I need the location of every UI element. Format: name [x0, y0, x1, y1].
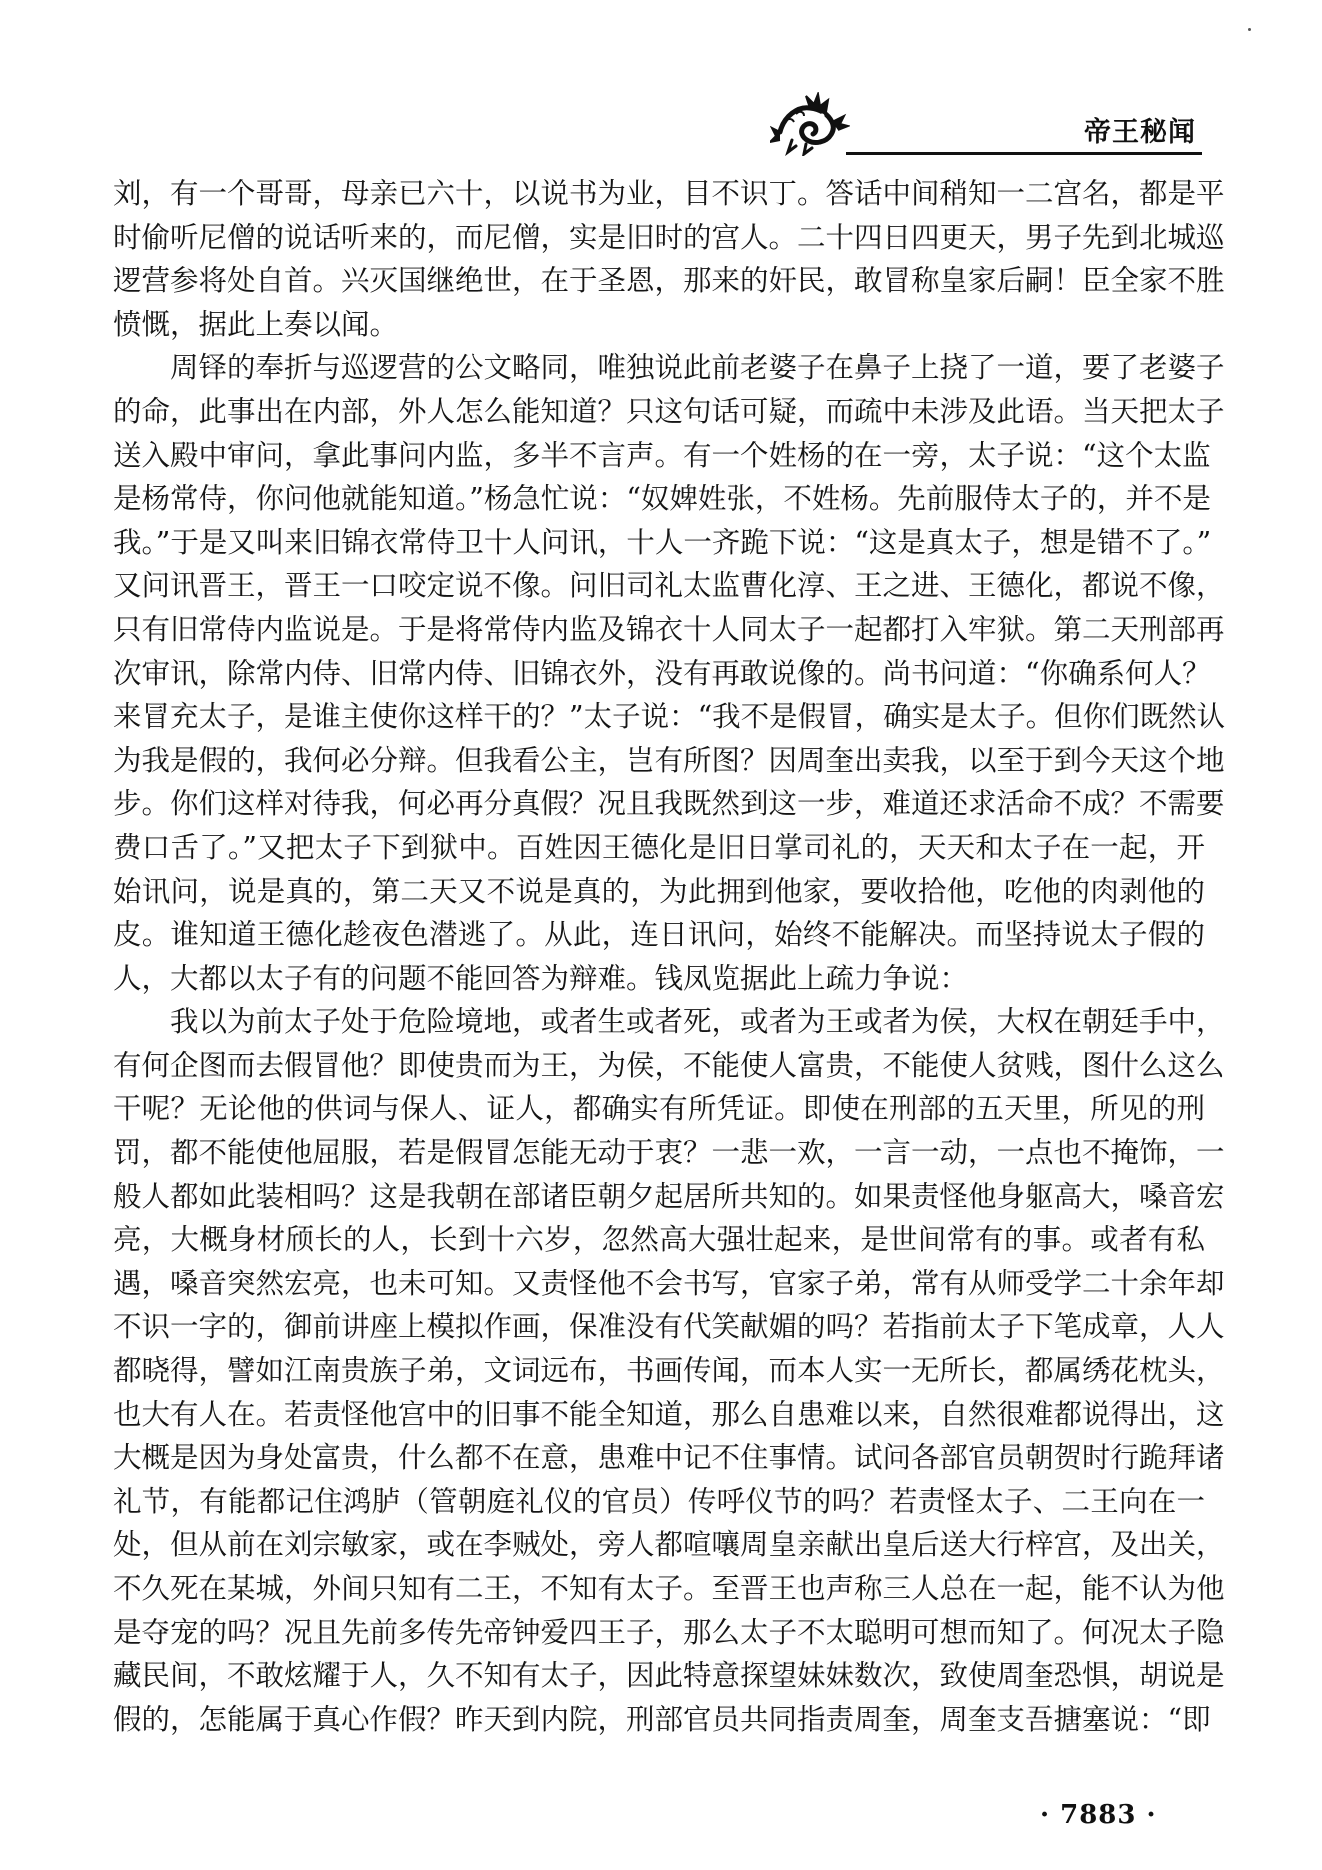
text-line: 只有旧常侍内监说是。于是将常侍内监及锦衣十人同太子一起都打入牢狱。第二天刑部再	[113, 612, 1225, 646]
text-line: 我。”于是又叫来旧锦衣常侍卫十人问讯，十人一齐跪下说：“这是真太子，想是错不了。”	[113, 525, 1212, 559]
paragraph	[113, 346, 1226, 1000]
text-line: 有何企图而去假冒他？即使贵而为王，为侯，不能使人富贵，不能使人贫贱，图什么这么	[113, 1048, 1225, 1082]
text-line: 大概是因为身处富贵，什么都不在意，患难中记不住事情。试问各部官员朝贺时行跪拜诸	[113, 1441, 1225, 1475]
text-line: 皮。谁知道王德化趁夜色潜逃了。从此，连日讯问，始终不能解决。而坚持说太子假的	[113, 918, 1205, 952]
text-line: 也大有人在。若责怪他宫中的旧事不能全知道，那么自患难以来，自然很难都说得出，这	[113, 1397, 1225, 1431]
text-line: 周铎的奉折与巡逻营的公文略同，唯独说此前老婆子在鼻子上挠了一道，要了老婆子	[170, 351, 1225, 385]
text-line: 亮，大概身材颀长的人，长到十六岁，忽然高大强壮起来，是世间常有的事。或者有私	[113, 1223, 1205, 1257]
scan-speck	[1248, 28, 1251, 31]
text-line: 干呢？无论他的供词与保人、证人，都确实有所凭证。即使在刑部的五天里，所见的刑	[113, 1092, 1205, 1126]
text-line: 般人都如此装相吗？这是我朝在部诸臣朝夕起居所共知的。如果责怪他身躯高大，嗓音宏	[113, 1179, 1225, 1213]
text-line: 愤慨，据此上奏以闻。	[113, 307, 399, 341]
text-line: 是杨常侍，你问他就能知道。”杨急忙说：“奴婢姓张，不姓杨。先前服侍太子的，并不是	[113, 482, 1211, 516]
text-line: 时偷听尼僧的说话听来的，而尼僧，实是旧时的宫人。二十四日四更天，男子先到北城巡	[113, 220, 1225, 254]
text-line: 送入殿中审问，拿此事问内监，多半不言声。有一个姓杨的在一旁，太子说：“这个太监	[113, 438, 1211, 472]
text-line: 不久死在某城，外间只知有二王，不知有太子。至晋王也声称三人总在一起，能不认为他	[113, 1572, 1225, 1605]
text-line: 是夺宠的吗？况且先前多传先帝钟爱四王子，那么太子不太聪明可想而知了。何况太子隐	[113, 1615, 1225, 1649]
paragraph	[113, 172, 1225, 346]
page-number: · 7883 ·	[1040, 1800, 1157, 1830]
text-line: 藏民间，不敢炫耀于人，久不知有太子，因此特意探望妹妹数次，致使周奎恐惧，胡说是	[113, 1659, 1225, 1693]
section-title: 帝王秘闻	[1084, 117, 1196, 148]
paragraph	[113, 1000, 1225, 1741]
text-line: 假的，怎能属于真心作假？昨天到内院，刑部官员共同指责周奎，周奎支吾搪塞说：“即	[113, 1702, 1211, 1736]
page-body	[113, 172, 1226, 1741]
text-line: 处，但从前在刘宗敏家，或在李贼处，旁人都喧嚷周皇亲献出皇后送大行梓宫，及出关，	[113, 1528, 1225, 1562]
text-line: 人，大都以太子有的问题不能回答为辩难。钱凤览据此上疏力争说：	[113, 961, 969, 995]
text-line: 步。你们这样对待我，何必再分真假？况且我既然到这一步，难道还求活命不成？不需要	[113, 787, 1225, 821]
dragon-icon	[770, 92, 850, 156]
text-line: 费口舌了。”又把太子下到狱中。百姓因王德化是旧日掌司礼的，天天和太子在一起，开	[113, 830, 1205, 864]
text-line: 次审讯，除常内侍、旧常内侍、旧锦衣外，没有再敢说像的。尚书问道：“你确系何人？	[113, 656, 1211, 690]
header-rule	[846, 152, 1202, 155]
text-line: 为我是假的，我何必分辩。但我看公主，岂有所图？因周奎出卖我，以至于到今天这个地	[113, 743, 1225, 777]
running-header	[770, 88, 1202, 158]
text-line: 的命，此事出在内部，外人怎么能知道？只这句话可疑，而疏中未涉及此语。当天把太子	[113, 394, 1225, 428]
text-line: 逻营参将处自首。兴灭国继绝世，在于圣恩，那来的奸民，敢冒称皇家后嗣！臣全家不胜	[113, 264, 1225, 298]
text-line: 遇，嗓音突然宏亮，也未可知。又责怪他不会书写，官家子弟，常有从师受学二十余年却	[113, 1266, 1225, 1300]
text-line: 来冒充太子，是谁主使你这样干的？”太子说：“我不是假冒，确实是太子。但你们既然认	[113, 700, 1226, 734]
text-line: 罚，都不能使他屈服，若是假冒怎能无动于衷？一悲一欢，一言一动，一点也不掩饰，一	[113, 1136, 1225, 1170]
text-line: 我以为前太子处于危险境地，或者生或者死，或者为王或者为侯，大权在朝廷手中，	[170, 1005, 1225, 1039]
text-line: 始讯问，说是真的，第二天又不说是真的，为此拥到他家，要收拾他，吃他的肉剥他的	[113, 874, 1205, 908]
text-line: 都晓得，譬如江南贵族子弟，文词远布，书画传闻，而本人实一无所长，都属绣花枕头，	[113, 1354, 1225, 1388]
text-line: 礼节，有能都记住鸿胪（管朝庭礼仪的官员）传呼仪节的吗？若责怪太子、二王向在一	[113, 1484, 1205, 1518]
text-line: 不识一字的，御前讲座上模拟作画，保准没有代笑献媚的吗？若指前太子下笔成章，人人	[113, 1310, 1225, 1344]
text-line: 又问讯晋王，晋王一口咬定说不像。问旧司礼太监曹化淳、王之进、王德化，都说不像，	[113, 569, 1225, 603]
text-line: 刘，有一个哥哥，母亲已六十，以说书为业，目不识丁。答话中间稍知一二宫名，都是平	[113, 177, 1225, 210]
